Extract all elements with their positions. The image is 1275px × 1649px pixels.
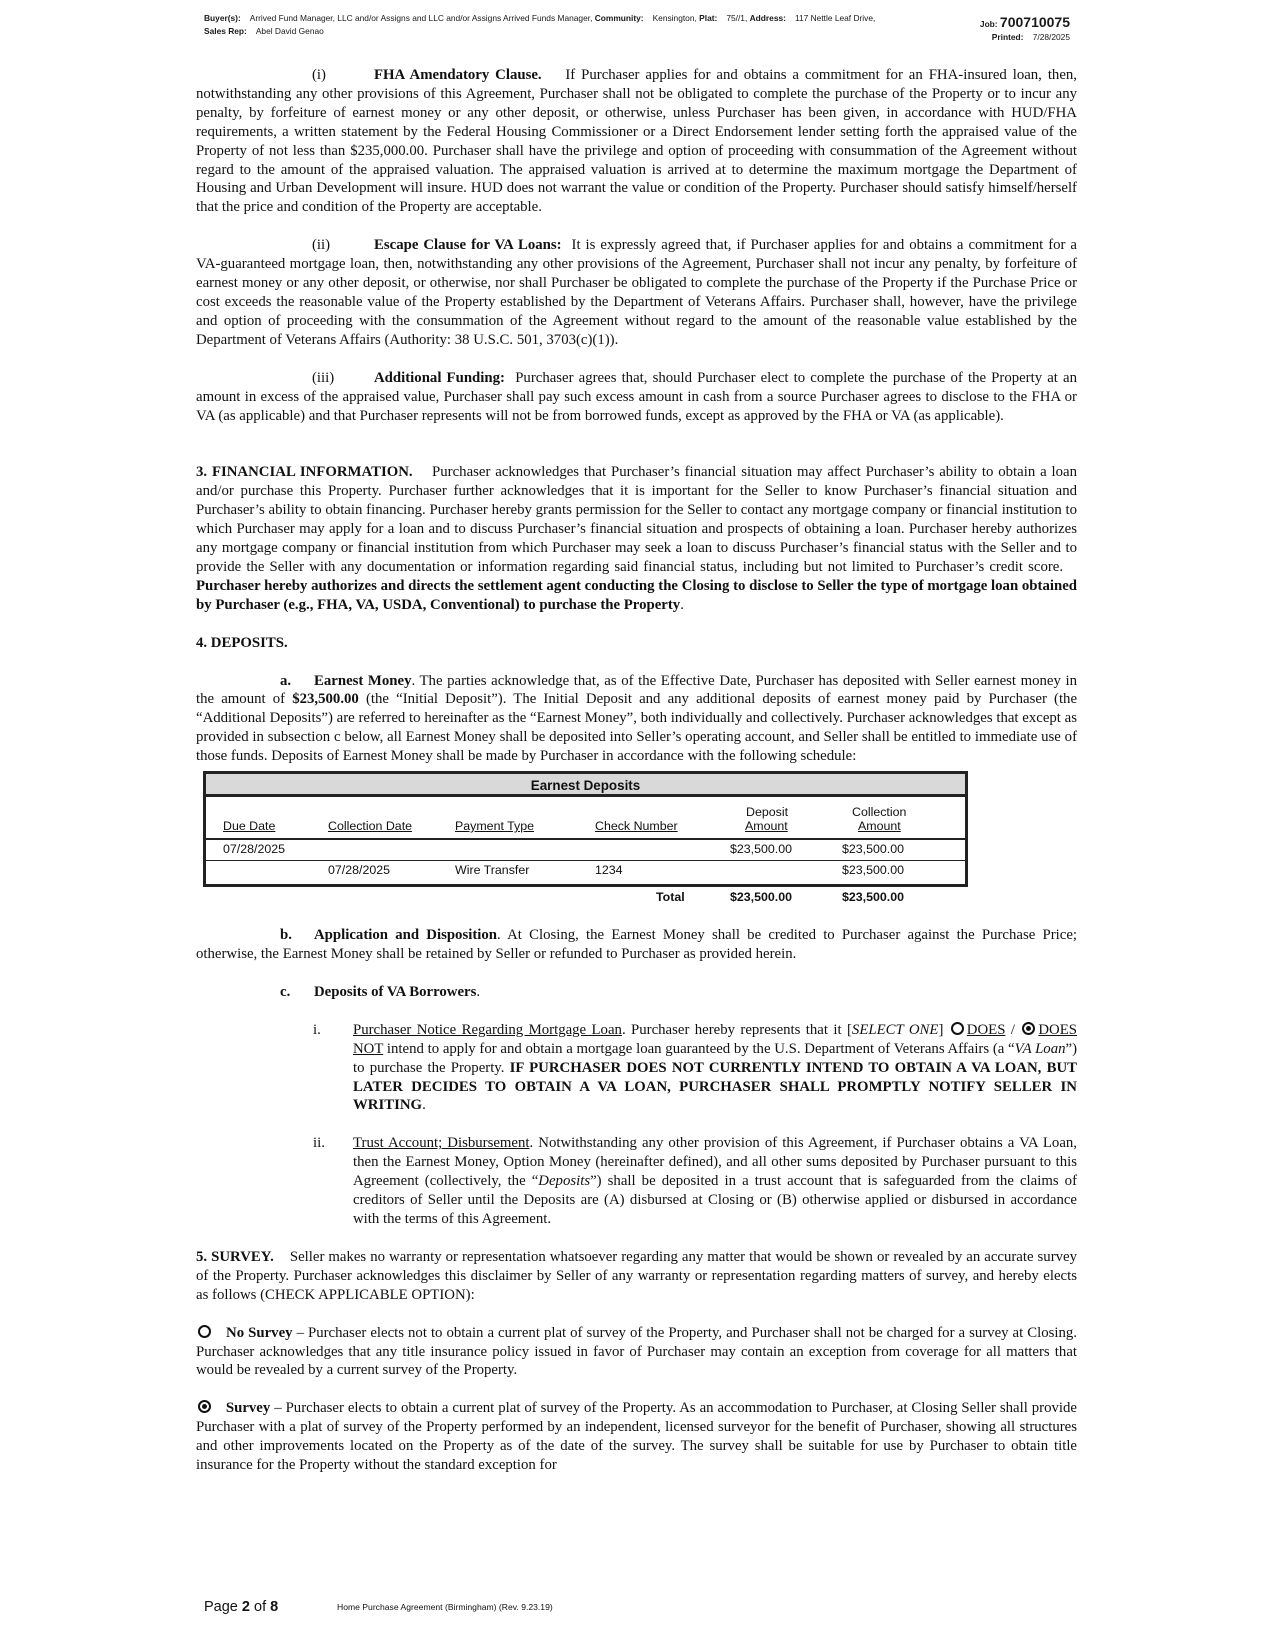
va-loan-term: VA Loan — [1014, 1040, 1066, 1057]
deposits-b-title: Application and Disposition — [314, 927, 497, 944]
trust-account-item — [313, 1134, 1077, 1229]
deposits-c-num: c. — [280, 983, 291, 1000]
survey-option — [196, 1399, 1077, 1475]
page-total: 8 — [270, 1599, 279, 1615]
va-does-radio[interactable] — [951, 1022, 964, 1035]
section-3-end: . — [680, 596, 684, 613]
section-3-bold-text: Purchaser hereby authorizes and directs the settlement agent conducting the Closing to disclose to Seller the type of mortgage loan obtained by Purchaser (e.g., FHA, VA, USDA, Conventional) to purchase the Property — [196, 577, 1077, 613]
earnest-deposits-title: Earnest Deposits — [206, 774, 965, 797]
job-info — [975, 14, 1070, 43]
section-4-heading: 4. DEPOSITS. — [196, 634, 288, 651]
va-slash: / — [1010, 1021, 1015, 1038]
document-footer — [204, 1598, 553, 1616]
clause-va-escape — [196, 236, 1077, 349]
row2-payment-type: Wire Transfer — [455, 863, 530, 878]
earnest-deposits-totals — [203, 887, 968, 909]
clause-va-escape-title: Escape Clause for VA Loans: — [374, 237, 562, 254]
clause-additional-funding-num: (iii) — [312, 369, 335, 386]
col-payment-type: Payment Type — [455, 819, 534, 834]
buyer-label: Buyer(s): — [204, 13, 241, 23]
document-header — [204, 12, 1074, 38]
survey-text: – Purchaser elects to obtain a current plat of survey of the Property. As an accommodation to Purchaser, at Closing Seller shall provide Purchaser with a plat of survey of the Property performed by an independent, licensed surveyor for the benefit of Purchaser, showing all structures and other improvements located on the Property as of the date of the survey. The survey shall be suitable for use by Purchaser to obtain title insurance for the Property without the standard exception for — [196, 1400, 1077, 1474]
col-collection-amount-line1: Collection — [852, 805, 907, 820]
section-5-text: Seller makes no warranty or representation whatsoever regarding any matter that would be shown or revealed by an accurate survey of the Property. Purchaser acknowledges this disclaimer by Seller of any warranty or representation regarding matters of survey, and hereby elects as follows (CHECK APPLICABLE OPTION): — [196, 1248, 1077, 1303]
deposits-a-text-1: . The parties acknowledge that, as of the Effective Date, Purchaser has deposited with Seller earnest money in the amount of — [196, 672, 1077, 708]
deposits-b-num: b. — [280, 927, 292, 944]
header-line-2 — [204, 25, 1074, 38]
printed-date: 7/28/2025 — [1032, 32, 1070, 42]
total-deposit: $23,500.00 — [730, 890, 793, 905]
document-body — [196, 66, 1077, 1475]
trust-account-deposits-term: Deposits — [538, 1173, 591, 1190]
row2-collection-date: 07/28/2025 — [328, 863, 391, 878]
plat-value: 75//1, — [726, 13, 748, 23]
row2-collection-amount: $23,500.00 — [842, 863, 905, 878]
deposits-c-end: . — [476, 983, 481, 1000]
deposits-b-text: . At Closing, the Earnest Money shall be credited to Purchaser against the Purchase Price; otherwise, the Earnest Money shall be retained by Seller or refunded to Purchaser as provided herein. — [196, 927, 1077, 962]
va-notice-text-4: ”) to purchase the Property. — [353, 1040, 1077, 1076]
trust-account-num: ii. — [313, 1135, 325, 1152]
col-deposit-amount-line2: Amount — [745, 819, 788, 834]
page-of: of — [254, 1599, 267, 1615]
clause-additional-funding-title: Additional Funding: — [374, 369, 505, 386]
total-label: Total — [656, 890, 685, 905]
survey-radio[interactable] — [198, 1400, 211, 1413]
trust-account-text-1: . Notwithstanding any other provision of this Agreement, if Purchaser obtains a VA Loan, then the Earnest Money, Option Money (hereinafter defined), and all other sums deposited by Purchaser pursuant to this Agreement (collectively, the “ — [353, 1135, 1077, 1190]
section-financial-information — [196, 463, 1077, 614]
clause-fha — [196, 66, 1077, 217]
row1-collection-amount: $23,500.00 — [842, 842, 905, 857]
clause-additional-funding-text: Purchaser agrees that, should Purchaser elect to complete the purchase of the Property at an amount in excess of the appraised value, Purchaser shall pay such excess amount in cash from a source Purchaser agrees to disclose to the FHA or VA (as applicable) and that Purchaser represents will not be from borrowed funds, except as approved by the FHA or VA (as applicable). — [196, 369, 1078, 424]
va-notice-body — [353, 1021, 1077, 1116]
earnest-deposits-header-row — [206, 797, 965, 840]
buyer-value: Arrived Fund Manager, LLC and/or Assigns and LLC and/or Assigns Arrived Funds Manager, — [249, 13, 593, 23]
job-number: 700710075 — [999, 14, 1070, 30]
va-notice-text-2: ] — [938, 1021, 944, 1038]
va-does-label: DOES — [966, 1021, 1006, 1038]
no-survey-text: – Purchaser elects not to obtain a current plat of survey of the Property, and Purchaser shall not be charged for a survey at Closing. Purchaser acknowledges that any title insurance policy issued in favor of Purchaser may contain an exception from coverage for all matters that would be revealed by a current survey of the Property. — [196, 1324, 1077, 1379]
clause-fha-text: If Purchaser applies for and obtains a commitment for an FHA-insured loan, then, notwithstanding any other provisions of this Agreement, Purchaser shall not be obligated to complete the purchase of the Property or to incur any penalty, by forfeiture of earnest money or any other deposit, or otherwise, unless Purchaser has been given, in accordance with HUD/FHA requirements, a written statement by the Federal Housing Commissioner or a Direct Endorsement lender setting forth the appraised value of the Property of not less than $235,000.00. Purchaser shall have the privilege and option of proceeding with consummation of the Agreement without regard to the amount of the appraised valuation. The appraised valuation is arrived at to determine the maximum mortgage the Department of Housing and Urban Development will insure. HUD does not warrant the value or condition of the Property. Purchaser should satisfy himself/herself that the price and condition of the Property are acceptable. — [196, 67, 1077, 216]
trust-account-body — [353, 1134, 1077, 1229]
clause-va-escape-text: It is expressly agreed that, if Purchaser applies for and obtains a commitment for a VA-guaranteed mortgage loan, then, notwithstanding any other provisions of the Agreement, Purchaser shall not incur any penalty, by forfeiture of earnest money or any other deposit, or otherwise, nor shall Purchaser be obligated to complete the purchase of the Property if the Purchase Price or cost exceeds the reasonable value of the Property established by the Department of Veterans Affairs. Purchaser shall, however, have the privilege and option of proceeding with the consummation of the Agreement without regard to the amount of the reasonable value established by the Department of Veterans Affairs (Authority: 38 U.S.C. 501, 3703(c)(1)). — [196, 237, 1077, 348]
clause-additional-funding — [196, 369, 1077, 426]
row1-due-date: 07/28/2025 — [223, 842, 286, 857]
row2-check-number: 1234 — [595, 863, 623, 878]
trust-account-title: Trust Account; Disbursement — [353, 1135, 530, 1152]
row1-deposit-amount: $23,500.00 — [730, 842, 793, 857]
col-collection-date: Collection Date — [328, 819, 413, 834]
form-name: Home Purchase Agreement (Birmingham) (Rev. 9.23.19) — [337, 1602, 553, 1612]
no-survey-radio[interactable] — [198, 1325, 211, 1338]
survey-title: Survey — [225, 1400, 271, 1417]
va-notice-end: . — [422, 1097, 426, 1114]
table-row — [206, 840, 965, 860]
va-notice-bold: IF PURCHASER DOES NOT CURRENTLY INTEND TO OBTAIN A VA LOAN, BUT LATER DECIDES TO OBTAIN A VA LOAN, PURCHASER SHALL PROMPTLY NOTIFY SELLER IN WRITING — [353, 1059, 1077, 1114]
no-survey-option — [196, 1324, 1077, 1381]
page-current: 2 — [241, 1599, 250, 1615]
va-notice-item — [313, 1021, 1077, 1116]
col-check-number: Check Number — [595, 819, 678, 834]
deposits-a-num: a. — [280, 672, 292, 689]
earnest-deposits-table — [203, 771, 968, 909]
clause-fha-title: FHA Amendatory Clause. — [374, 67, 542, 83]
va-does-not-label: DOES NOT — [353, 1021, 1078, 1057]
table-row — [206, 860, 965, 880]
col-collection-amount-line2: Amount — [858, 819, 901, 834]
va-notice-select: SELECT ONE — [851, 1021, 939, 1038]
community-label: Community: — [594, 13, 644, 23]
col-due-date: Due Date — [223, 819, 276, 834]
no-survey-title: No Survey — [226, 1324, 293, 1341]
earnest-deposits-rows — [206, 840, 965, 884]
section-5-title: 5. SURVEY. — [196, 1248, 274, 1265]
col-deposit-amount-line1: Deposit — [746, 805, 789, 820]
address-value: 117 Nettle Leaf Drive, — [794, 13, 876, 23]
deposits-c-title: Deposits of VA Borrowers — [314, 983, 477, 1000]
deposits-va-borrowers — [196, 983, 1077, 1002]
earnest-deposits-frame — [203, 771, 968, 887]
plat-label: Plat: — [699, 13, 718, 23]
total-collection: $23,500.00 — [842, 890, 905, 905]
trust-account-text-2: ”) shall be deposited in a trust account that is safeguarded from the claims of creditors of Seller until the Deposits are (A) disbursed at Closing or (B) otherwise applied or disbursed in accordance with the terms of this Agreement. — [353, 1173, 1077, 1227]
address-label: Address: — [749, 13, 786, 23]
job-label: Job: — [979, 19, 998, 29]
clause-fha-num: (i) — [312, 67, 326, 83]
page-prefix: Page — [204, 1599, 238, 1615]
printed-label: Printed: — [991, 32, 1024, 42]
sales-rep-value: Abel David Genao — [255, 26, 324, 36]
va-notice-title: Purchaser Notice Regarding Mortgage Loan — [353, 1021, 622, 1038]
va-notice-text-3: intend to apply for and obtain a mortgage loan guaranteed by the U.S. Department of Veterans Affairs (a “ — [386, 1040, 1015, 1057]
deposits-a-amount: $23,500.00 — [292, 691, 359, 708]
section-3-text: Purchaser acknowledges that Purchaser’s financial situation may affect Purchaser’s ability to obtain a loan and/or purchase this Property. Purchaser further acknowledges that it is important for the Seller to know Purchaser’s financial situation and Purchaser’s ability to obtain financing. Purchaser hereby grants permission for the Seller to contact any mortgage company or financial institution to which Purchaser may apply for a loan and to discuss Purchaser’s financial situation and prospects of obtaining a loan. Purchaser hereby authorizes any mortgage company or financial institution from which Purchaser may seek a loan to discuss Purchaser’s financial status with the Seller and to provide the Seller with any documentation or information regarding said financial status, including but not limited to Purchaser’s credit score. — [196, 464, 1077, 575]
va-does-not-radio[interactable] — [1022, 1022, 1035, 1035]
clause-va-escape-num: (ii) — [312, 237, 331, 254]
section-3-title: 3. FINANCIAL INFORMATION. — [196, 464, 413, 481]
va-notice-num: i. — [313, 1021, 321, 1038]
deposits-a-title: Earnest Money — [314, 672, 412, 689]
sales-rep-label: Sales Rep: — [204, 26, 247, 36]
deposits-a-text-2: (the “Initial Deposit”). The Initial Deposit and any additional deposits of earnest money paid by Purchaser (the “Additional Deposits”) are referred to hereinafter as the “Earnest Money”, both individually and collectively. Purchaser acknowledges that except as provided in subsection c below, all Earnest Money shall be deposited into Seller’s operating account, and Seller shall be entitled to immediate use of those funds. Deposits of Earnest Money shall be made by Purchaser in accordance with the following schedule: — [196, 691, 1078, 765]
deposits-earnest-money — [196, 672, 1077, 767]
community-value: Kensington, — [652, 13, 697, 23]
deposits-application-disposition — [196, 926, 1077, 964]
va-notice-text-1: . Purchaser hereby represents that it [ — [621, 1021, 852, 1038]
page-indicator — [204, 1599, 278, 1615]
section-survey — [196, 1248, 1077, 1305]
header-line-1 — [204, 12, 1074, 25]
section-4-title — [196, 634, 1077, 653]
